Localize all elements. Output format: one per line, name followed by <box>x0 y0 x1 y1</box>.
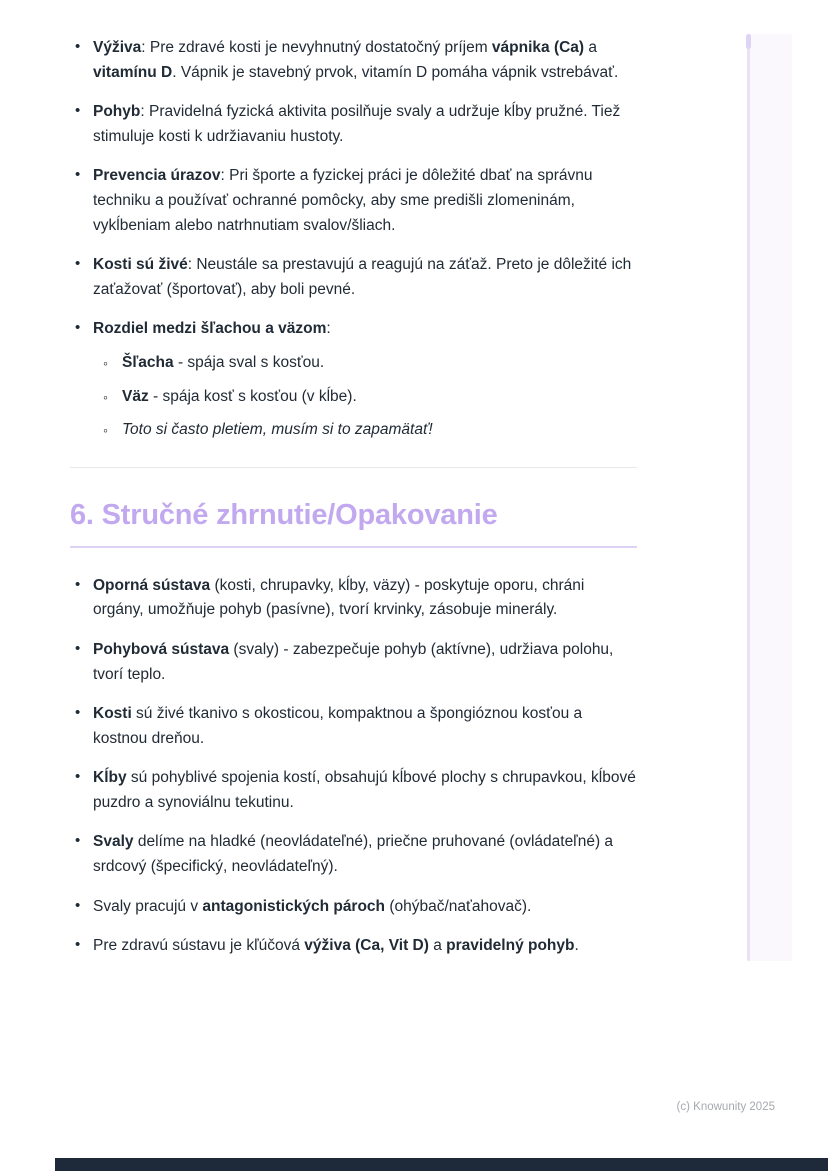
list-item <box>70 100 637 149</box>
text-segment: pravidelný pohyb <box>446 937 575 955</box>
text-segment: Pohybová sústava <box>93 640 230 658</box>
text-segment: (kosti, chrupavky, kĺby, väzy) - poskytuje oporu, chráni orgány, umožňuje pohyb (pasívne), tvorí krvinky, zásobuje minerály. <box>93 576 585 619</box>
scrollbar-thumb[interactable] <box>746 34 751 49</box>
bullet-icon: • <box>75 575 81 593</box>
text-segment: vápnika (Ca) <box>491 39 585 56</box>
text-segment: (svaly) - zabezpečuje pohyb (aktívne), udržiava polohu, tvorí teplo. <box>93 640 614 683</box>
text-segment: : Neustále sa prestavujú a reagujú na záťaž. Preto je dôležité ich zaťažovať (športovať), aby boli pevné. <box>93 256 632 298</box>
scrollbar-line <box>747 34 750 961</box>
summary-bullet-list <box>70 574 637 959</box>
list-item <box>70 574 637 623</box>
text-segment: Prevencia úrazov <box>93 167 221 185</box>
list-item <box>70 36 637 85</box>
bullet-icon: • <box>75 768 81 786</box>
list-item <box>70 895 637 920</box>
bullet-icon: • <box>75 936 81 954</box>
scrollbar-track <box>749 34 792 961</box>
section-divider <box>70 467 637 468</box>
list-item-text <box>122 418 637 443</box>
text-segment: Šľacha <box>122 353 174 371</box>
text-segment: : Pre zdravé kosti je nevyhnutný dostatočný príjem <box>141 39 492 56</box>
list-item <box>103 351 637 376</box>
list-item <box>70 317 637 442</box>
list-item <box>70 638 637 687</box>
bullet-icon: • <box>75 639 81 657</box>
bullet-icon: • <box>75 166 81 184</box>
text-segment: Svaly pracujú v <box>93 897 203 915</box>
text-segment: delíme na hladké (neovládateľné), priečne pruhované (ovládateľné) a srdcový (špecifický, neovládateľný). <box>93 833 614 876</box>
list-item-text <box>93 766 637 815</box>
bullet-icon: • <box>75 102 81 120</box>
text-segment: a <box>428 937 447 955</box>
circle-bullet-icon: ◦ <box>103 422 108 439</box>
list-item-text <box>93 830 637 879</box>
text-segment: Kĺby <box>93 769 127 787</box>
text-segment: Oporná sústava <box>93 576 211 594</box>
bullet-icon: • <box>75 896 81 914</box>
section-heading: 6. Stručné zhrnutie/Opakovanie <box>70 498 498 531</box>
list-item-text <box>93 895 637 920</box>
list-item-text <box>93 36 637 85</box>
text-segment: Pohyb <box>93 103 141 121</box>
list-item-text <box>93 574 637 623</box>
bullet-icon: • <box>75 704 81 722</box>
notes-bullet-list <box>70 36 637 443</box>
text-segment: vitamínu D <box>93 63 173 81</box>
list-item-text <box>93 702 637 751</box>
text-segment: Kosti <box>93 705 132 723</box>
list-item <box>70 253 637 302</box>
list-item <box>103 385 637 410</box>
list-item <box>70 934 637 959</box>
list-item-text <box>122 351 637 376</box>
list-item <box>70 702 637 751</box>
text-segment: - spája sval s kosťou. <box>173 353 325 371</box>
bullet-icon: • <box>75 832 81 850</box>
bullet-icon: • <box>75 319 81 337</box>
text-segment: a <box>584 39 598 56</box>
bullet-icon: • <box>75 38 81 55</box>
sub-list <box>93 351 637 443</box>
list-item-text <box>93 100 637 149</box>
text-segment: Pre zdravú sústavu je kľúčová <box>93 937 305 955</box>
page-bottom-edge-bar <box>55 1158 828 1171</box>
text-segment: . <box>574 937 579 955</box>
text-segment: Kosti sú živé <box>93 256 188 274</box>
text-segment: antagonistických pároch <box>202 897 386 915</box>
text-segment: sú pohyblivé spojenia kostí, obsahujú kĺbové plochy s chrupavkou, kĺbové puzdro a synoviálnu tekutinu. <box>93 769 636 811</box>
list-item-text <box>93 317 637 442</box>
list-item <box>103 418 637 443</box>
list-item-text <box>93 253 637 302</box>
text-segment: - spája kosť s kosťou (v kĺbe). <box>148 387 357 405</box>
list-item-text <box>93 934 637 959</box>
text-segment: . Vápnik je stavebný prvok, vitamín D pomáha vápnik vstrebávať. <box>172 63 619 81</box>
list-item <box>70 830 637 879</box>
list-item <box>70 164 637 238</box>
content-column <box>70 36 637 974</box>
text-segment: Toto si často pletiem, musím si to zapamätať! <box>122 421 433 439</box>
list-item-text <box>122 385 637 410</box>
text-segment: sú živé tkanivo s okosticou, kompaktnou a špongióznou kosťou a kostnou dreňou. <box>93 705 583 747</box>
list-item-text <box>93 164 637 238</box>
list-item-text <box>93 638 637 687</box>
text-segment: Rozdiel medzi šľachou a väzom <box>93 320 327 338</box>
text-segment: : Pri športe a fyzickej práci je dôležité dbať na správnu techniku a používať ochranné pomôcky, aby sme predišli zlomeninám, vykĺbeniam alebo natrhnutiam svalov/šliach. <box>93 167 593 234</box>
bullet-icon: • <box>75 255 81 273</box>
heading-underline-divider <box>70 546 637 548</box>
circle-bullet-icon: ◦ <box>103 354 108 371</box>
text-segment: Svaly <box>93 833 134 851</box>
text-segment: : <box>326 320 331 338</box>
copyright-footer: (c) Knowunity 2025 <box>676 1101 775 1113</box>
text-segment: výživa (Ca, Vit D) <box>304 937 429 955</box>
text-segment: (ohýbač/naťahovač). <box>385 897 532 915</box>
list-item <box>70 766 637 815</box>
text-segment: : Pravidelná fyzická aktivita posilňuje svaly a udržuje kĺby pružné. Tiež stimuluje kosti k udržiavaniu hustoty. <box>93 103 621 145</box>
text-segment: Väz <box>122 387 149 405</box>
circle-bullet-icon: ◦ <box>103 388 108 405</box>
text-segment: Výživa <box>93 39 142 56</box>
